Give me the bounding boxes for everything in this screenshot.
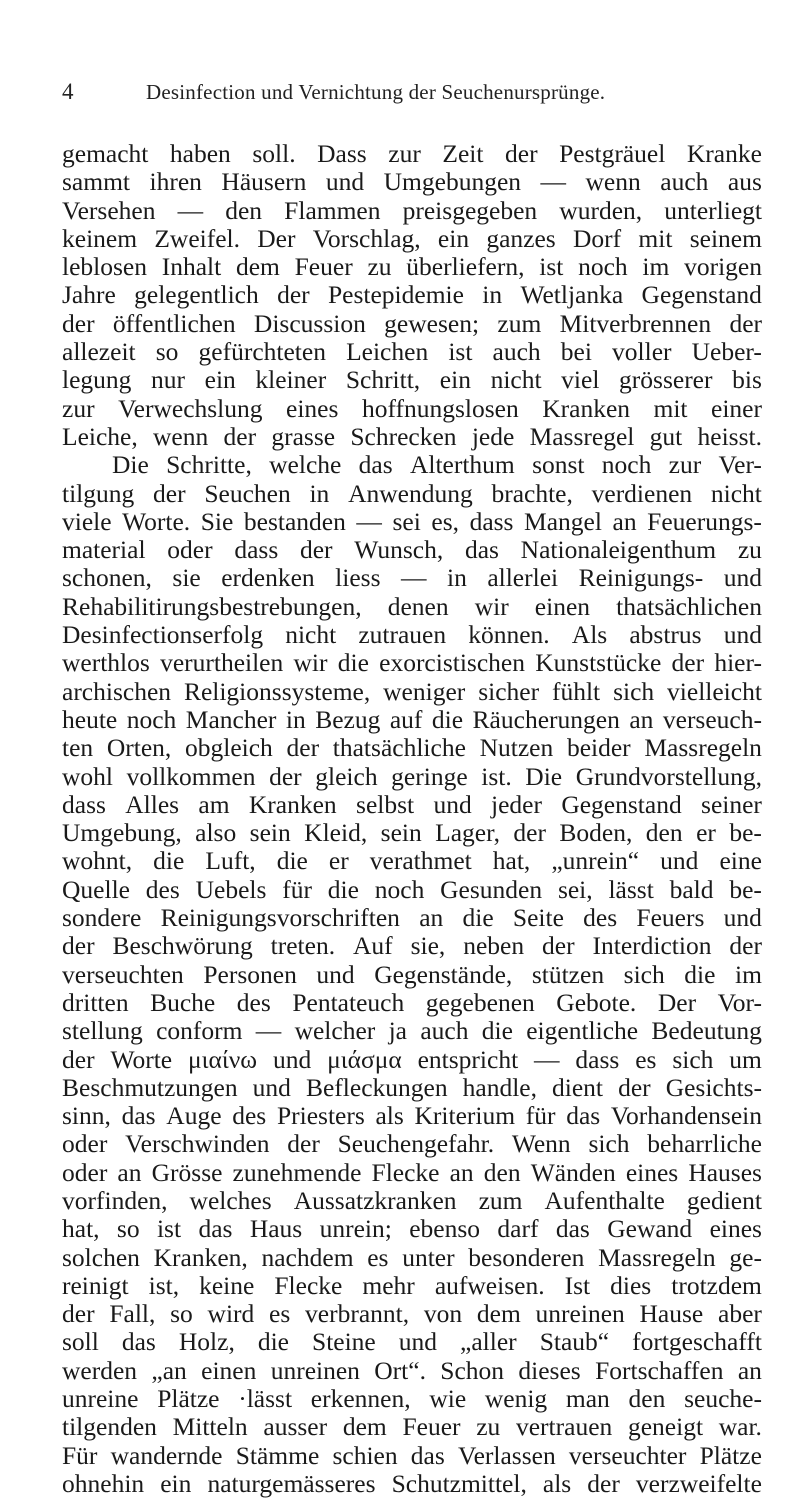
text-line: wohl vollkommen der gleich geringe ist. Die Grundvorstellung, <box>62 761 762 791</box>
text-line: keinem Zweifel. Der Vorschlag, ein ganzes Dorf mit seinem <box>62 223 762 253</box>
text-line: zur Verwechslung eines hoffnungslosen Kranken mit einer <box>62 393 762 423</box>
text-line: legung nur ein kleiner Schritt, ein nicht viel grösserer bis <box>62 365 762 395</box>
text-line: der öffentlichen Discussion gewesen; zum Mitverbrennen der <box>62 308 762 338</box>
text-line: ohnehin ein naturgemässeres Schutzmittel, als der verzweifelte <box>62 1468 762 1498</box>
text-line: sinn, das Auge des Priesters als Kriterium für das Vorhandensein <box>62 1101 762 1131</box>
body-text <box>62 140 762 1498</box>
text-line: werden „an einen unreinen Ort“. Schon dieses Fortschaffen an <box>62 1355 762 1385</box>
text-line: dritten Buche des Pentateuch gegebenen Gebote. Der Vor- <box>62 987 762 1017</box>
text-line: oder an Grösse zunehmende Flecke an den Wänden eines Hauses <box>62 1157 762 1187</box>
text-line: der Beschwörung treten. Auf sie, neben der Interdiction der <box>62 931 762 961</box>
text-line: verseuchten Personen und Gegenstände, stützen sich die im <box>62 959 762 989</box>
text-line: leblosen Inhalt dem Feuer zu überliefern, ist noch im vorigen <box>62 252 762 282</box>
text-line: wohnt, die Luft, die er verathmet hat, „unrein“ und eine <box>62 846 762 876</box>
text-line: Die Schritte, welche das Alterthum sonst noch zur Ver- <box>112 450 762 480</box>
text-line: hat, so ist das Haus unrein; ebenso darf das Gewand eines <box>62 1214 762 1244</box>
text-line: allezeit so gefürchteten Leichen ist auch bei voller Ueber- <box>62 337 762 367</box>
running-title: Desinfection und Vernichtung der Seuchenursprünge. <box>146 80 606 104</box>
text-line: werthlos verurtheilen wir die exorcistischen Kunststücke der hier- <box>62 648 762 678</box>
text-line: viele Worte. Sie bestanden — sei es, dass Mangel an Feuerungs- <box>62 506 762 536</box>
text-line: Versehen — den Flammen preisgegeben wurden, unterliegt <box>62 195 762 225</box>
text-line: der Fall, so wird es verbrannt, von dem unreinen Hause aber <box>62 1299 762 1329</box>
page-number: 4 <box>62 79 74 104</box>
text-line: dass Alles am Kranken selbst und jeder Gegenstand seiner <box>62 789 762 819</box>
text-line: gemacht haben soll. Dass zur Zeit der Pestgräuel Kranke <box>62 139 762 168</box>
text-line: schonen, sie erdenken liess — in allerlei Reinigungs- und <box>62 563 762 593</box>
text-line: archischen Religionssysteme, weniger sicher fühlt sich vielleicht <box>62 676 762 706</box>
text-line: ten Orten, obgleich der thatsächliche Nutzen beider Massregeln <box>62 733 762 763</box>
text-line: Leiche, wenn der grasse Schrecken jede Massregel gut heisst. <box>62 421 762 451</box>
text-line: sondere Reinigungsvorschriften an die Seite des Feuers und <box>62 903 762 933</box>
text-line: Rehabilitirungsbestrebungen, denen wir einen thatsächlichen <box>62 591 762 621</box>
text-line: Umgebung, also sein Kleid, sein Lager, der Boden, den er be- <box>62 818 762 848</box>
text-line: Für wandernde Stämme schien das Verlassen verseuchter Plätze <box>62 1440 762 1470</box>
text-line: tilgenden Mitteln ausser dem Feuer zu vertrauen geneigt war. <box>62 1412 762 1442</box>
text-line: Beschmutzungen und Befleckungen handle, dient der Gesichts- <box>62 1072 762 1102</box>
text-line: Quelle des Uebels für die noch Gesunden sei, lässt bald be- <box>62 874 762 904</box>
text-line: unreine Plätze ·lässt erkennen, wie wenig man den seuche- <box>62 1384 762 1414</box>
text-line: stellung conform — welcher ja auch die eigentliche Bedeutung <box>62 1016 762 1046</box>
text-line: material oder dass der Wunsch, das Nationaleigenthum zu <box>62 535 762 565</box>
text-line: soll das Holz, die Steine und „aller Staub“ fortgeschafft <box>62 1327 762 1357</box>
text-line: tilgung der Seuchen in Anwendung brachte, verdienen nicht <box>62 478 762 508</box>
text-line: heute noch Mancher in Bezug auf die Räucherungen an verseuch- <box>62 704 762 734</box>
text-line: Jahre gelegentlich der Pestepidemie in Wetljanka Gegenstand <box>62 280 762 310</box>
text-line: sammt ihren Häusern und Umgebungen — wenn auch aus <box>62 167 762 197</box>
page-header <box>62 79 762 105</box>
text-line: vorfinden, welches Aussatzkranken zum Aufenthalte gedient <box>62 1185 762 1215</box>
text-line: Desinfectionserfolg nicht zutrauen können. Als abstrus und <box>62 620 762 650</box>
text-line: der Worte μιαίνω und μιάσμα entspricht — dass es sich um <box>62 1044 762 1074</box>
text-line: solchen Kranken, nachdem es unter besonderen Massregeln ge- <box>62 1242 762 1272</box>
text-line: oder Verschwinden der Seuchengefahr. Wenn sich beharrliche <box>62 1129 762 1159</box>
text-line: reinigt ist, keine Flecke mehr aufweisen. Ist dies trotzdem <box>62 1270 762 1300</box>
